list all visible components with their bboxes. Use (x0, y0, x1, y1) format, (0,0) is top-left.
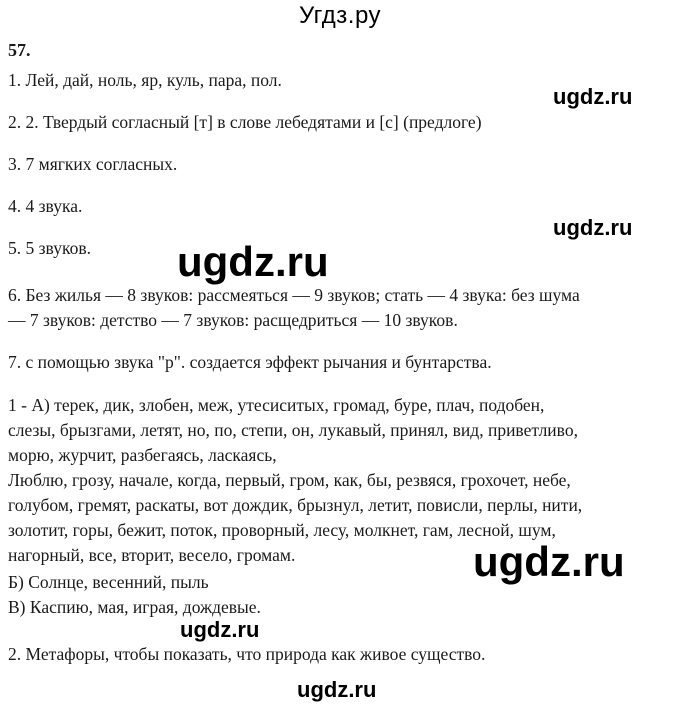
answer-line-8: 1 - А) терек, дик, злобен, меж, утесиситых, громад, буре, плач, подобен, (8, 395, 545, 415)
site-title: Угдз.ру (298, 2, 382, 29)
answer-line-12: голубом, гремят, раскаты, вот дождик, брызнул, летит, повисли, перлы, нити, (8, 495, 583, 515)
answer-line-1: 1. Лей, дай, ноль, яр, куль, пара, пол. (8, 70, 282, 90)
answer-line-11: Люблю, грозу, начале, когда, первый, гром, как, бы, резвяся, грохочет, небе, (8, 470, 571, 490)
answer-line-6b: — 7 звуков: детство — 7 звуков: расщедриться — 10 звуков. (8, 310, 458, 330)
answer-line-16: В) Каспию, мая, играя, дождевые. (8, 597, 261, 617)
watermark: ugdz.ru (473, 538, 625, 585)
watermark: ugdz.ru (177, 238, 329, 285)
answer-line-10: морю, журчит, разбегаясь, ласкаясь, (8, 445, 277, 465)
answer-line-15: Б) Солнце, весенний, пыль (8, 572, 209, 592)
answer-line-6a: 6. Без жилья — 8 звуков: рассмеяться — 9 звуков; стать — 4 звука: без шума (8, 285, 580, 305)
answer-line-5: 5. 5 звуков. (8, 238, 91, 258)
answer-line-13: золотит, горы, бежит, поток, проворный, лесу, молкнет, гам, лесной, шум, (8, 520, 556, 540)
watermark: ugdz.ru (180, 617, 260, 642)
answer-line-4: 4. 4 звука. (8, 196, 83, 216)
answer-line-17: 2. Метафоры, чтобы показать, что природа как живое существо. (8, 644, 486, 664)
task-number: 57. (8, 40, 31, 60)
answer-line-9: слезы, брызгами, летят, но, по, степи, он, лукавый, принял, вид, приветливо, (8, 420, 578, 440)
answer-line-7: 7. с помощью звука "р". создается эффект рычания и бунтарства. (8, 352, 492, 372)
watermark: ugdz.ru (553, 215, 633, 240)
answer-line-3: 3. 7 мягких согласных. (8, 154, 178, 174)
answer-line-2: 2. 2. Твердый согласный [т] в слове лебедятами и [с] (предлоге) (8, 112, 482, 132)
watermark: ugdz.ru (553, 84, 633, 109)
answer-line-14: нагорный, все, вторит, весело, громам. (8, 545, 296, 565)
watermark: ugdz.ru (297, 677, 377, 702)
